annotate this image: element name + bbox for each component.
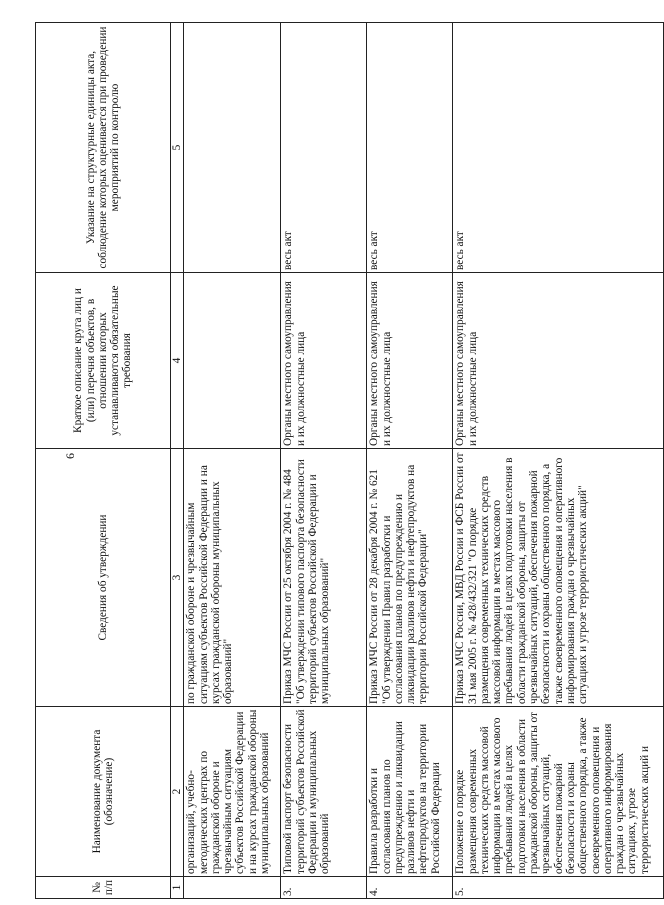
document-name: Типовой паспорт безопасности территорий субъектов Российской Федерации и муниципальных образований xyxy=(281,707,367,877)
header-subjects: Краткое описание круга лиц и (или) перечня объектов, в отношении которых устанавливаются обязательные требования xyxy=(36,273,171,449)
subjects: Органы местного самоуправления и их должностные лица xyxy=(281,273,367,449)
table-row xyxy=(367,23,453,899)
row-number: 5. xyxy=(453,877,664,899)
approval-info: Приказ МЧС России от 25 октября 2004 г. № 484 "Об утверждении типового паспорта безопасности территорий субъектов Российской Федерации и муниципальных образований" xyxy=(281,449,367,707)
header-number: № п/п xyxy=(36,877,171,899)
row-number: 3. xyxy=(281,877,367,899)
page-number: 6 xyxy=(63,453,77,459)
approval-info: Приказ МЧС России от 28 декабря 2004 г. № 621 "Об утверждении Правил разработки и согласования планов по предупреждению и ликвидации разливов нефти и нефтепродуктов на территории Российской Федерации" xyxy=(367,449,453,707)
column-number: 2 xyxy=(171,707,184,877)
table-row xyxy=(453,23,664,899)
column-number: 4 xyxy=(171,273,184,449)
table-row xyxy=(281,23,367,899)
header-approval-info: Сведения об утверждении xyxy=(36,449,171,707)
table-row xyxy=(184,23,281,899)
column-number: 1 xyxy=(171,877,184,899)
header-structural-units: Указание на структурные единицы акта, соблюдение которых оценивается при проведении мероприятий по контролю xyxy=(36,23,171,273)
requirements-table xyxy=(35,22,664,899)
structural-units: весь акт xyxy=(453,23,664,273)
column-number: 5 xyxy=(171,23,184,273)
subjects: Органы местного самоуправления и их должностные лица xyxy=(367,273,453,449)
document-name: Правила разработки и согласования планов по предупреждению и ликвидации разливов нефти и нефтепродуктов на территории Российской Федерации xyxy=(367,707,453,877)
subjects: Органы местного самоуправления и их должностные лица xyxy=(453,273,664,449)
table-header-row xyxy=(36,23,171,899)
structural-units: весь акт xyxy=(367,23,453,273)
structural-units xyxy=(184,23,281,273)
structural-units: весь акт xyxy=(281,23,367,273)
approval-info: по гражданской обороне и чрезвычайным ситуациям субъектов Российской Федерации и на курсах гражданской обороны муниципальных образований" xyxy=(184,449,281,707)
header-document-name: Наименование документа (обозначение) xyxy=(36,707,171,877)
row-number: 4. xyxy=(367,877,453,899)
document-name: организаций, учебно-методических центрах по гражданской обороне и чрезвычайным ситуациям субъектов Российской Федерации и на курсах гражданской обороны муниципальных образований xyxy=(184,707,281,877)
subjects xyxy=(184,273,281,449)
row-number xyxy=(184,877,281,899)
column-number: 3 xyxy=(171,449,184,707)
document-name: Положение о порядке размещения современных технических средств массовой информации в местах массового пребывания людей в целях подготовки населения в области гражданской обороны, защиты от чрезвычайных ситуаций, обеспечения пожарной безопасности и охраны общественного порядка, а также своевременного оповещения и оперативного информирования граждан о чрезвычайных ситуациях, угрозе террористических акций и xyxy=(453,707,664,877)
column-number-row xyxy=(171,23,184,899)
approval-info: Приказ МЧС России, МВД России и ФСБ России от 31 мая 2005 г. № 428/432/321 "О порядке размещения современных технических средств массовой информации в местах массового пребывания людей в целях подготовки населения в области гражданской обороны, защиты от чрезвычайных ситуаций, обеспечения пожарной безопасности и охраны общественного порядка, а также своевременного оповещения и оперативного информирования граждан о чрезвычайных ситуациях и угрозе террористических акций" xyxy=(453,449,664,707)
